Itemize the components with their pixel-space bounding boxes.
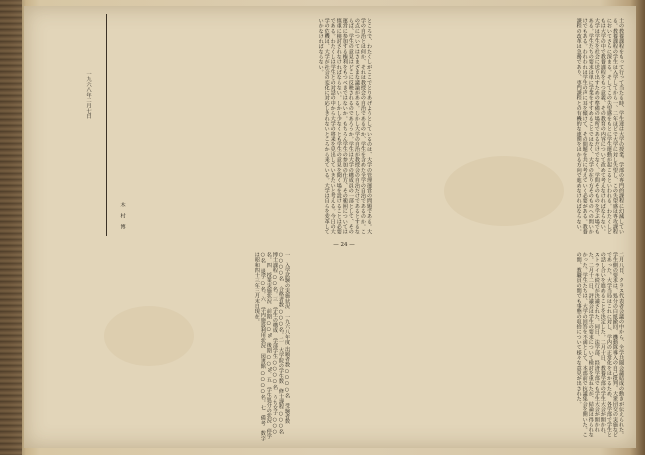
vertical-divider: [106, 14, 107, 236]
lower-text-block: [58, 252, 624, 442]
book-spine: [0, 0, 22, 455]
page-number: — 24 —: [333, 242, 355, 248]
upper-left-column: ところで、わたくしがここでとりあげようとしているのは、大学の管理運営の問題である。大学の自治とは何か、それは教授会の自治であるのか、学生を含めた全学の自治であるのか。この点についてはさまざまな議論がある。しかし大学の自治が教授会の自治だけであるとするならば、学生の意見はどこに反映されるのであろうか。学生は大学の構成員の一部として、その運営に参加する権利をもつべきではないか。もちろん学生の参加の仕方、その範囲については慎重に検討されなければならない。しかし少なくとも学生の意見を聞く場を設けることは必要である。わたくしは学生との対話の中から大学の将来を見出していきたいと考える。今日の大学の危機は、大学が社会の変化に対応しきれないところから来ている。大学は自らを変革していかなければならない。: [317, 18, 372, 235]
upper-right-column: 土の教養課程をもって行って当たる時、学生達は大学の授業、学部の専門的課程に幻滅している。教養課程の学生は入学してから一、二年ほどで大学に対し失望し、この失望感は専攻課程においてさらに深まる。そしてこの失望感をもとに学生運動が起こるといわれる。わたくしどもは大学の中で教養課程をもつ意義、その教育の内容について改めて考えなければならない。大学は学生を社会に送り出すための準備の場所であるだけでなく、学問そのものを学ぶ場でもある。学生たちの要求は単に学業をすすめることではなく、大学の在り方そのものへの問いかけでもある。われわれは学生の声に耳を傾けて、その問題を共に考えていく必要がある。教養課程の改革は急務であり、専門課程との有機的な連関をはかる方向で進めなければならない。: [575, 18, 624, 235]
lower-right-column: 二月八日、クラス代表者会議の中から、全学共闘会議結成の動きが伝えられた。学生側の要求は、処分の白紙撤回、機動隊導入の自己批判、大衆団交の実施などであった。大学当局はこれに対し、学内の正常化をはかるため、各学部で学生との話し合いを進めることを決定した。二月十日、教養学部の学生大会が開かれ、ストライキ続行が決議された。同日、法学部、経済学部でも学生大会が開かれた。二月十二日、評議会は学生の要求について検討を重ねたが、結論は得られなかった。学生たちは、大学の回答を不満として、本部前で抗議集会を開いた。この間、教職員の間でも事態の収拾について様々な意見が出された。: [575, 252, 624, 438]
date-line: 一九六八年二月七日: [85, 71, 91, 119]
author-name: 木 村 博: [119, 202, 125, 232]
upper-text-block: [58, 18, 624, 236]
document-page: [24, 6, 636, 448]
lower-left-column: 一 入学試験の実施状況 一九六八年度 出願者数 ○○○○名 受験者数 ○○○○名 合格者数 ○○○名。二 大学院の学生数 修士課程 ○○○名 博士課程 ○○名。三 学生の構成 学部学生 ○○○○名 うち女子 ○○○名。四 授業実施状況 前期 ○○% 後期 ○○%。五 学生処分の状況 停学 ○名 退学 ○名。六 学内施設利用状況 図書館 ○○○○名。七 備考 数字は昭和四十三年三月末日現在。: [253, 252, 290, 441]
